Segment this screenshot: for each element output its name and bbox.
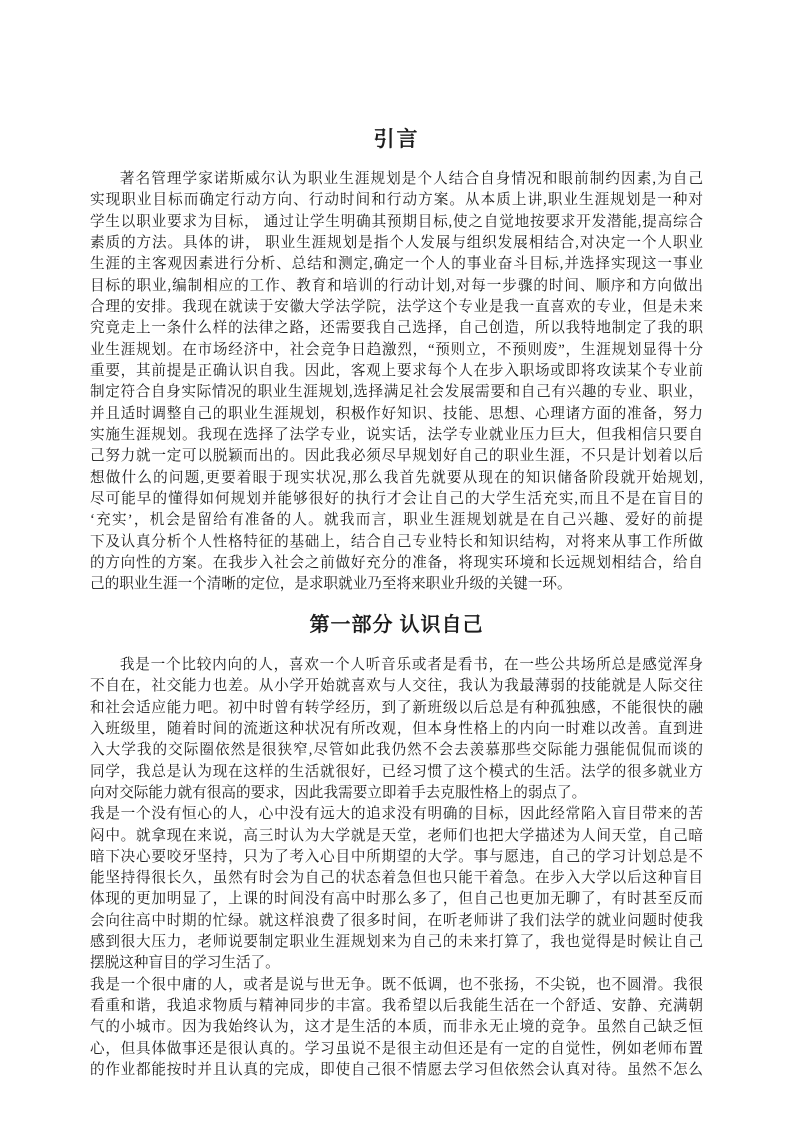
text-line: 重要，其前提是正确认识自我。因此，客观上要求每个人在步入职场或即将攻读某个专业前 xyxy=(90,363,703,380)
document-title: 引言 xyxy=(373,127,420,152)
text-line: 体现的更加明显了，上课的时间没有高中时那么多了，但自己也更加无聊了，有时甚至反而 xyxy=(90,891,703,908)
part1-paragraph-1 xyxy=(90,655,703,804)
text-line: 看重和谐，我追求物质与精神同步的丰富。我希望以后我能生活在一个舒适、安静、充满朝 xyxy=(90,998,703,1015)
section-heading-part1: 第一部分 认识自己 xyxy=(309,614,484,637)
text-line: 素质的方法。具体的讲， 职业生涯规划是指个人发展与组织发展相结合,对决定一个人职业 xyxy=(90,235,703,252)
text-line: 入班级里，随着时间的流逝这种状况有所改观，但本身性格上的内向一时难以改善。直到进 xyxy=(90,720,703,737)
text-line: 下及认真分析个人性格特征的基础上，结合自己专业特长和知识结构，对将来从事工作所做 xyxy=(90,533,703,550)
text-line: 己的职业生涯一个清晰的定位，是求职就业乃至将来职业升级的关键一环。 xyxy=(90,576,572,593)
text-line: 感到很大压力，老师说要制定职业生涯规划来为自己的未来打算了，我也觉得是时候让自己 xyxy=(90,934,703,951)
part1-paragraph-3 xyxy=(90,975,703,1082)
text-line: 实现职业目标而确定行动方向、行动时间和行动方案。从本质上讲,职业生涯规划是一种对 xyxy=(90,192,703,209)
text-line: 学生以职业要求为目标， 通过让学生明确其预期目标,使之自觉地按要求开发潜能,提高综合 xyxy=(90,213,703,230)
text-line: 同学，我总是认为现在这样的生活就很好，已经习惯了这个模式的生活。法学的很多就业方 xyxy=(90,763,703,780)
text-line: 己努力就一定可以脱颖而出的。因此我必须尽早规划好自己的职业生涯，不只是计划着以后 xyxy=(90,448,703,465)
text-line: 合理的安排。我现在就读于安徽大学法学院，法学这个专业是我一直喜欢的专业，但是未来 xyxy=(90,299,703,316)
text-line: 我是一个比较内向的人，喜欢一个人听音乐或者是看书，在一些公共场所总是感觉浑身 xyxy=(119,656,703,673)
text-line: 并且适时调整自己的职业生涯规划，积极作好知识、技能、思想、心理诸方面的准备，努力 xyxy=(90,405,703,422)
text-line: 目标的职业,编制相应的工作、教育和培训的行动计划,对每一步骤的时间、顺序和方向做出 xyxy=(90,277,703,294)
text-line: 生涯的主客观因素进行分析、总结和测定,确定一个人的事业奋斗目标,并选择实现这一事业 xyxy=(90,256,703,273)
text-line: 的方向性的方案。在我步入社会之前做好充分的准备，将现实环境和长远规划相结合，给自 xyxy=(90,555,703,572)
text-line: 著名管理学家诺斯威尔认为职业生涯规划是个人结合自身情况和眼前制约因素,为自己 xyxy=(119,171,703,188)
text-line: 我是一个没有恒心的人，心中没有远大的追求没有明确的目标，因此经常陷入盲目带来的苦 xyxy=(90,806,703,823)
text-line: 业生涯规划。在市场经济中，社会竞争日趋激烈，“预则立，不预则废”，生涯规划显得十分 xyxy=(90,341,703,358)
text-line: 闷中。就拿现在来说，高三时认为大学就是天堂，老师们也把大学描述为人间天堂，自己暗 xyxy=(90,827,703,844)
text-line: 能坚持得很长久，虽然有时会为自己的状态着急但也只能干着急。在步入大学以后这种盲目 xyxy=(90,870,703,887)
text-line: 摆脱这种盲目的学习生活了。 xyxy=(90,955,280,972)
text-line: 我是一个很中庸的人，或者是说与世无争。既不低调，也不张扬，不尖锐，也不圆滑。我很 xyxy=(90,976,703,993)
text-line: 和社会适应能力吧。初中时曾有转学经历，到了新班级以后总是有种孤独感，不能很快的融 xyxy=(90,699,703,716)
text-line: 会向往高中时期的忙绿。就这样浪费了很多时间，在听老师讲了我们法学的就业问题时使我 xyxy=(90,912,703,929)
text-line: 尽可能早的懂得如何规划并能够很好的执行才会让自己的大学生活充实,而且不是在盲目的 xyxy=(90,491,703,508)
text-line: 不自在，社交能力也差。从小学开始就喜欢与人交往，我认为我最薄弱的技能就是人际交往 xyxy=(90,678,703,695)
intro-paragraph xyxy=(90,169,703,596)
text-line: 气的小城市。因为我始终认为，这才是生活的本质，而非永无止境的竞争。虽然自己缺乏恒 xyxy=(90,1019,703,1036)
text-line: 心，但具体做事还是很认真的。学习虽说不是很主动但还是有一定的自觉性，例如老师布置 xyxy=(90,1040,703,1057)
part1-paragraph-2 xyxy=(90,804,703,975)
text-line: 的作业都能按时并且认真的完成，即使自己很不情愿去学习但依然会认真对待。虽然不怎么 xyxy=(90,1062,703,1079)
text-line: 入大学我的交际圈依然是很狭窄,尽管如此我仍然不会去羡慕那些交际能力强能侃侃而谈的 xyxy=(90,742,703,759)
text-line: 想做什么的问题,更要着眼于现实状况,那么我首先就要从现在的知识储备阶段就开始规划, xyxy=(90,469,703,486)
text-line: 暗下决心要咬牙坚持，只为了考入心目中所期望的大学。事与愿违，自己的学习计划总是不 xyxy=(90,848,703,865)
text-line: 实施生涯规划。我现在选择了法学专业，说实话，法学专业就业压力巨大，但我相信只要自 xyxy=(90,427,703,444)
text-line: 制定符合自身实际情况的职业生涯规划,选择满足社会发展需要和自己有兴趣的专业、职业， xyxy=(90,384,703,401)
text-line: 究竟走上一条什么样的法律之路，还需要我自己选择，自己创造，所以我特地制定了我的职 xyxy=(90,320,703,337)
text-line: ‘充实’，机会是留给有准备的人。就我而言，职业生涯规划就是在自己兴趣、爱好的前提 xyxy=(90,512,703,529)
text-line: 向对交际能力就有很高的要求，因此我需要立即着手去克服性格上的弱点了。 xyxy=(90,784,587,801)
